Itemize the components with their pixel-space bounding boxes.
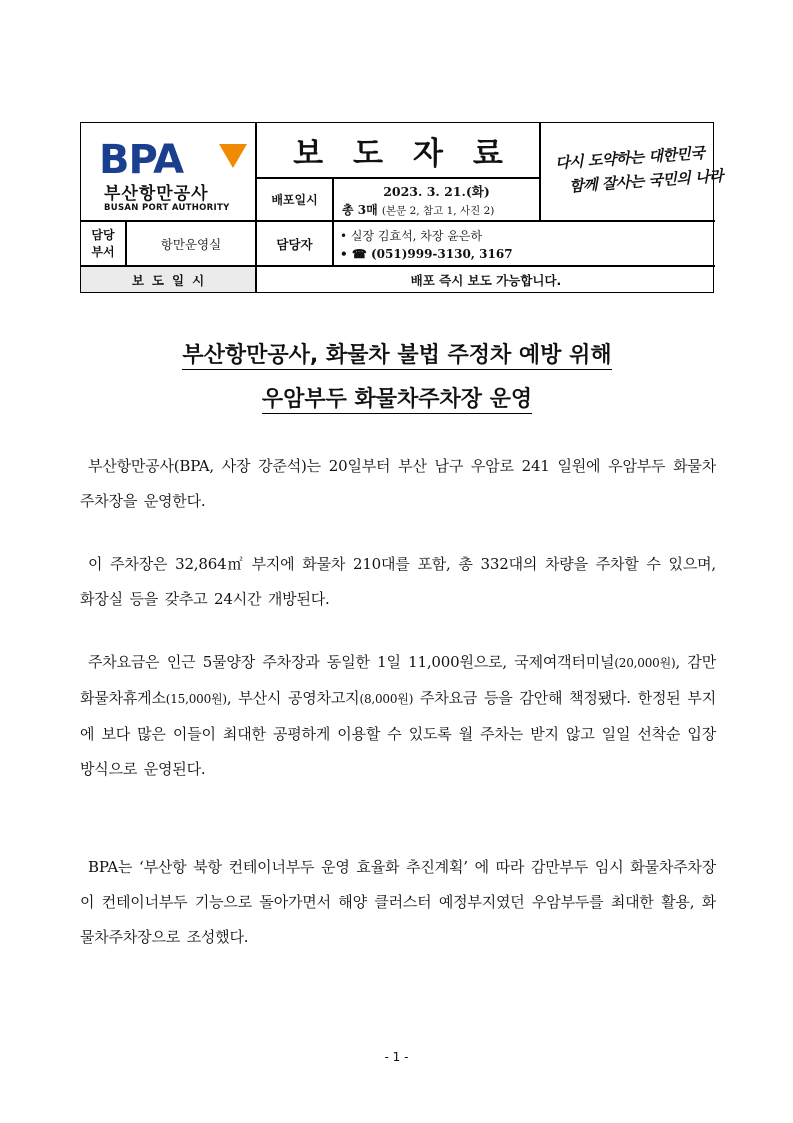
- page-number: - 1 -: [384, 1050, 409, 1064]
- department-label-line-2: 부서: [91, 244, 115, 259]
- department-label-line-1: 담당: [91, 227, 115, 242]
- p3-price-rest-area: (15,000원): [165, 692, 227, 706]
- logo-triangle-icon: [219, 144, 247, 168]
- logo-wordmark: BPA: [99, 137, 184, 183]
- page-count: [342, 201, 494, 218]
- body-paragraph-2: 이 주차장은 32,864㎡ 부지에 화물차 210대를 포함, 총 332대의 차량을 주차할 수 있으며, 화장실 등을 갖추고 24시간 개방된다.: [80, 555, 716, 608]
- doc-type-title: [256, 123, 540, 178]
- release-date-value: [333, 178, 540, 221]
- page-count-detail: (본문 2, 참고 1, 사진 2): [381, 205, 495, 217]
- release-date-label: 배포일시: [256, 178, 333, 221]
- slogan-line-2: 함께 잘사는 국민의 나라: [568, 166, 724, 196]
- government-slogan: [540, 123, 724, 221]
- page-count-main: 총 3매: [342, 203, 378, 217]
- doc-type-text: 보도자료: [293, 135, 533, 172]
- p3-price-garage: (8,000원): [359, 692, 414, 706]
- department-label: [81, 221, 126, 266]
- release-time-label: [81, 266, 256, 292]
- headline-line-1: [80, 338, 714, 369]
- p3-part-c: , 감만 화물차휴게소: [80, 653, 717, 707]
- p3-part-g: 주차요금 등을 감안해 책정됐다. 한정된 부지에 보다 많은 이들이 최대한 공평하게 이용할 수 있도록 월 주차는 받지 않고 일일 선착순 입장 방식으로 운영된다.: [80, 689, 716, 778]
- org-name-korean: 부산항만공사: [104, 184, 209, 204]
- p3-part-e: , 부산시 공영차고지: [226, 689, 360, 707]
- press-release-header-table: [80, 122, 724, 293]
- headline-line-1-text: 부산항만공사, 화물차 불법 주정차 예방 위해: [182, 343, 612, 368]
- body-paragraph-3: [80, 645, 716, 787]
- body-paragraph-4: BPA는 ‘부산항 북항 컨테이너부두 운영 효율화 추진계획’ 에 따라 감만부두 임시 화물차주차장이 컨테이너부두 기능으로 돌아가면서 해양 클러스터 예정부지였던 우암부두를 최대한 활용, 화물차주차장으로 조성했다.: [80, 858, 716, 946]
- headline-line-2-text: 우암부두 화물차주차장 운영: [261, 387, 533, 412]
- manager-names: • 실장 김효석, 차장 윤은하: [340, 229, 483, 243]
- org-name-english: BUSAN PORT AUTHORITY: [104, 203, 230, 213]
- manager-value: [333, 221, 715, 266]
- slogan-line-1: 다시 도약하는 대한민국: [554, 143, 705, 173]
- manager-label: 담당자: [256, 221, 333, 266]
- date-text: 2023. 3. 21.(화): [383, 184, 490, 199]
- release-time-value: 배포 즉시 보도 가능합니다.: [256, 266, 715, 292]
- p3-part-a: 주차요금은 인근 5물양장 주차장과 동일한 1일 11,000원으로, 국제여객터미널: [88, 653, 615, 671]
- release-time-label-text: 보도일시: [131, 272, 213, 288]
- headline-line-2: [80, 382, 714, 413]
- manager-phone: • ☎ (051)999-3130, 3167: [340, 247, 513, 261]
- bpa-logo: [81, 123, 256, 221]
- body-paragraph-1: 부산항만공사(BPA, 사장 강준석)는 20일부터 부산 남구 우암로 241 일원에 우암부두 화물차주차장을 운영한다.: [80, 457, 716, 510]
- department-value: 항만운영실: [126, 221, 256, 266]
- p3-price-terminal: (20,000원): [614, 656, 676, 670]
